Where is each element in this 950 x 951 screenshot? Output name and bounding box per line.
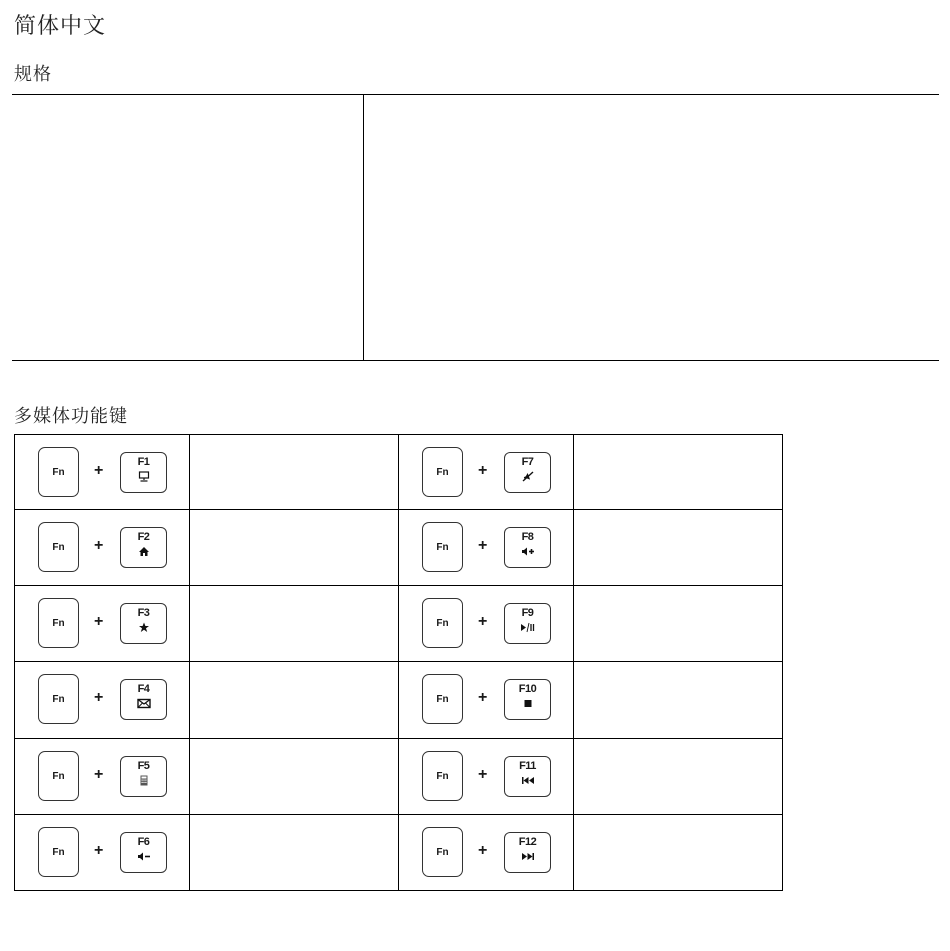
play-pause-icon: [505, 622, 550, 633]
fn-key-label: Fn: [436, 617, 449, 629]
function-key-f11: [504, 756, 551, 797]
key-combo-cell: [15, 815, 190, 891]
fn-key-label: Fn: [436, 466, 449, 478]
plus-sign: +: [94, 462, 104, 479]
table-row: [15, 662, 783, 739]
key-description-cell: [190, 739, 399, 815]
key-combo: [15, 435, 189, 509]
table-row: [15, 815, 783, 891]
key-combo-cell: [15, 435, 190, 510]
fn-key-label: Fn: [436, 541, 449, 553]
table-row: [15, 510, 783, 586]
function-key-label: F8: [521, 531, 534, 543]
key-combo-cell: [15, 586, 190, 662]
fn-key: [422, 827, 463, 877]
key-description-cell: [190, 510, 399, 586]
function-key-label: F11: [519, 760, 536, 772]
fn-key-label: Fn: [52, 693, 65, 705]
function-key-label: F7: [521, 456, 534, 468]
fn-key: [38, 674, 79, 724]
function-key-label: F12: [518, 836, 537, 848]
spec-table: [12, 94, 939, 361]
calculator-icon: [121, 775, 166, 786]
function-key-f3: [120, 603, 167, 644]
fn-key-label: Fn: [436, 846, 449, 858]
key-combo-cell: [399, 739, 574, 815]
function-key-label: F3: [137, 607, 150, 619]
fn-key-label: Fn: [52, 541, 65, 553]
function-key-f5: [120, 756, 167, 797]
plus-sign: +: [478, 689, 488, 706]
plus-sign: +: [478, 537, 488, 554]
key-combo-cell: [15, 510, 190, 586]
table-row: [15, 435, 783, 510]
key-combo-cell: [15, 739, 190, 815]
key-description-cell: [574, 815, 783, 891]
function-key-f1: [120, 452, 167, 493]
function-key-f10: [504, 679, 551, 720]
plus-sign: +: [94, 766, 104, 783]
key-combo-cell: [399, 662, 574, 739]
key-combo-cell: [15, 662, 190, 739]
function-key-label: F10: [518, 683, 537, 695]
function-key-f2: [120, 527, 167, 568]
table-row: [15, 586, 783, 662]
page-title: 简体中文: [14, 14, 107, 39]
function-key-f7: [504, 452, 551, 493]
fn-key: [422, 522, 463, 572]
fn-key: [38, 447, 79, 497]
key-combo: [399, 662, 573, 738]
fn-key: [422, 674, 463, 724]
mute-icon: [505, 471, 550, 482]
plus-sign: +: [478, 613, 488, 630]
key-combo-cell: [399, 586, 574, 662]
previous-track-icon: [505, 775, 550, 786]
function-key-f9: [504, 603, 551, 644]
function-key-label: F6: [137, 836, 150, 848]
key-combo: [399, 586, 573, 661]
multimedia-heading: 多媒体功能键: [14, 406, 128, 427]
fn-key-label: Fn: [52, 617, 65, 629]
function-key-label: F9: [521, 607, 534, 619]
key-combo: [399, 510, 573, 585]
plus-sign: +: [478, 842, 488, 859]
function-key-f4: [120, 679, 167, 720]
key-combo: [399, 815, 573, 890]
spec-table-divider: [363, 95, 364, 360]
key-combo: [15, 739, 189, 814]
home-icon: [121, 546, 166, 557]
plus-sign: +: [478, 766, 488, 783]
star-icon: [121, 622, 166, 633]
key-combo: [15, 586, 189, 661]
fn-key-label: Fn: [436, 693, 449, 705]
key-combo: [399, 739, 573, 814]
key-combo-cell: [399, 510, 574, 586]
next-track-icon: [505, 851, 550, 862]
plus-sign: +: [94, 689, 104, 706]
function-key-f6: [120, 832, 167, 873]
function-key-label: F1: [137, 456, 150, 468]
volume-up-icon: [505, 546, 550, 557]
key-combo: [15, 662, 189, 738]
fn-key: [38, 827, 79, 877]
fn-key-label: Fn: [52, 846, 65, 858]
function-key-f12: [504, 832, 551, 873]
key-description-cell: [574, 435, 783, 510]
monitor-icon: [121, 471, 166, 482]
key-description-cell: [574, 662, 783, 739]
fn-key: [38, 598, 79, 648]
key-combo: [399, 435, 573, 509]
function-key-label: F2: [137, 531, 150, 543]
fn-key-label: Fn: [52, 466, 65, 478]
spec-heading: 规格: [14, 64, 52, 85]
key-combo: [15, 510, 189, 585]
key-description-cell: [190, 435, 399, 510]
fn-key: [422, 598, 463, 648]
volume-down-icon: [121, 851, 166, 862]
stop-icon: [505, 698, 550, 709]
table-row: [15, 739, 783, 815]
key-description-cell: [190, 662, 399, 739]
function-key-label: F5: [137, 760, 150, 772]
key-description-cell: [574, 586, 783, 662]
plus-sign: +: [94, 613, 104, 630]
fn-key: [422, 447, 463, 497]
fn-key-label: Fn: [436, 770, 449, 782]
key-description-cell: [574, 739, 783, 815]
envelope-icon: [121, 698, 166, 709]
function-key-f8: [504, 527, 551, 568]
fn-key: [38, 522, 79, 572]
plus-sign: +: [478, 462, 488, 479]
fn-key: [422, 751, 463, 801]
key-description-cell: [574, 510, 783, 586]
plus-sign: +: [94, 842, 104, 859]
function-key-label: F4: [137, 683, 150, 695]
key-description-cell: [190, 815, 399, 891]
multimedia-keys-table: [14, 434, 783, 891]
plus-sign: +: [94, 537, 104, 554]
fn-key: [38, 751, 79, 801]
fn-key-label: Fn: [52, 770, 65, 782]
key-description-cell: [190, 586, 399, 662]
key-combo-cell: [399, 815, 574, 891]
key-combo: [15, 815, 189, 890]
key-combo-cell: [399, 435, 574, 510]
